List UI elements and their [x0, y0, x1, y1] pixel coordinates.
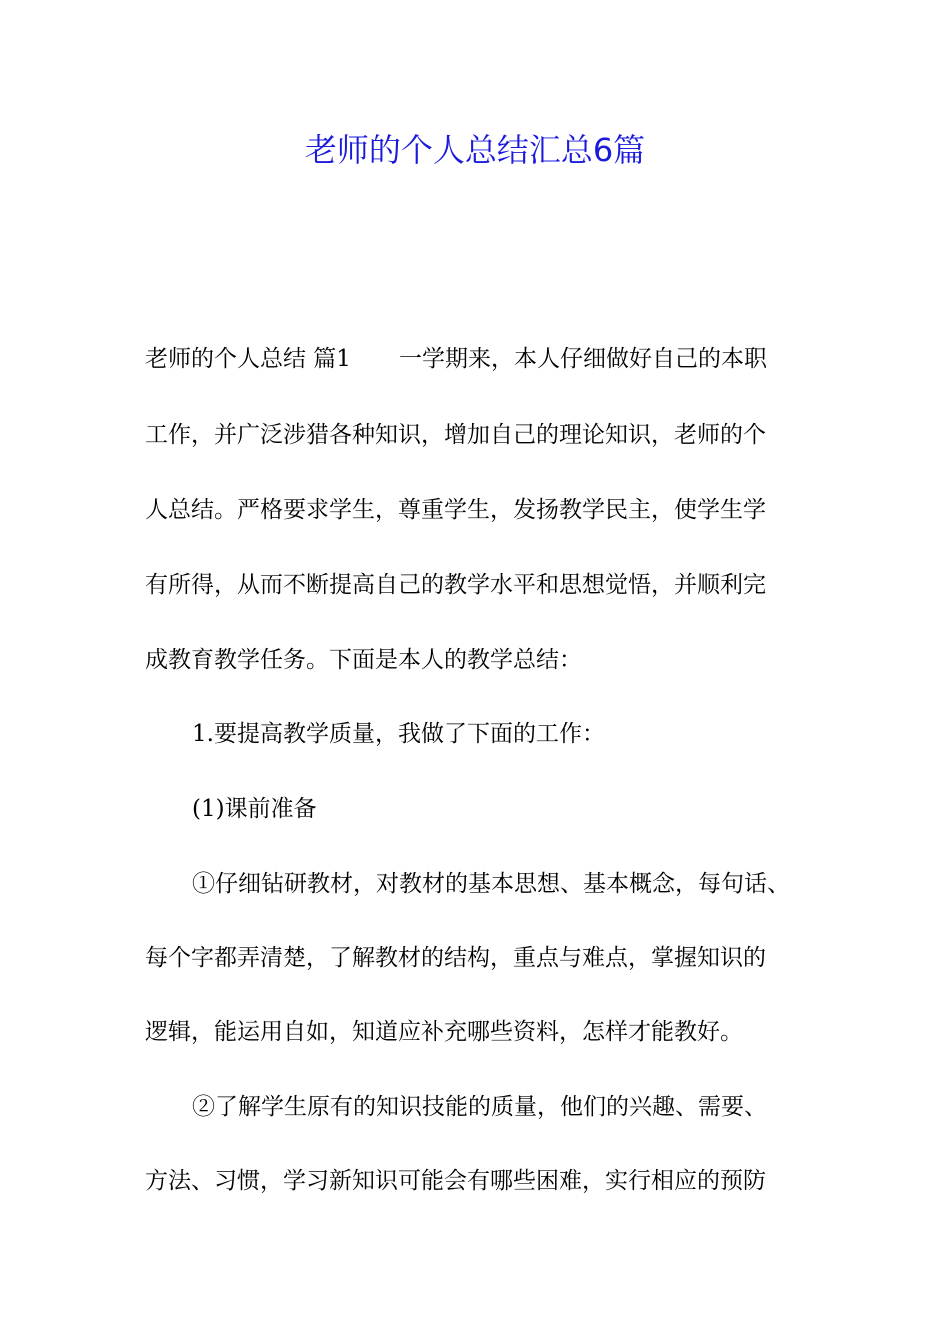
paragraph-line: 工作，并广泛涉猎各种知识，增加自己的理论知识，老师的个 — [145, 422, 766, 448]
paragraph-text: 一学期来，本人仔细做好自己的本职 — [398, 346, 767, 372]
document-title: 老师的个人总结汇总6篇 — [304, 131, 646, 169]
numbered-item: 1.要提高教学质量，我做了下面的工作： — [192, 721, 605, 747]
subsection-heading: (1)课前准备 — [192, 796, 317, 822]
paragraph-line: 有所得，从而不断提高自己的教学水平和思想觉悟，并顺利完 — [145, 572, 766, 598]
paragraph-line: 人总结。严格要求学生，尊重学生，发扬教学民主，使学生学 — [145, 497, 766, 523]
paragraph-line — [145, 344, 767, 374]
paragraph-line: 逻辑，能运用自如，知道应补充哪些资料，怎样才能教好。 — [145, 1019, 743, 1045]
paragraph-line: ②了解学生原有的知识技能的质量，他们的兴趣、需要、 — [192, 1094, 767, 1120]
section-heading: 老师的个人总结 篇1 — [145, 346, 351, 372]
paragraph-line: ①仔细钻研教材，对教材的基本思想、基本概念，每句话、 — [192, 871, 790, 897]
paragraph-line: 方法、习惯，学习新知识可能会有哪些困难，实行相应的预防 — [145, 1168, 766, 1194]
paragraph-line: 每个字都弄清楚，了解教材的结构，重点与难点，掌握知识的 — [145, 945, 766, 971]
paragraph-line: 成教育教学任务。下面是本人的教学总结： — [145, 647, 582, 673]
